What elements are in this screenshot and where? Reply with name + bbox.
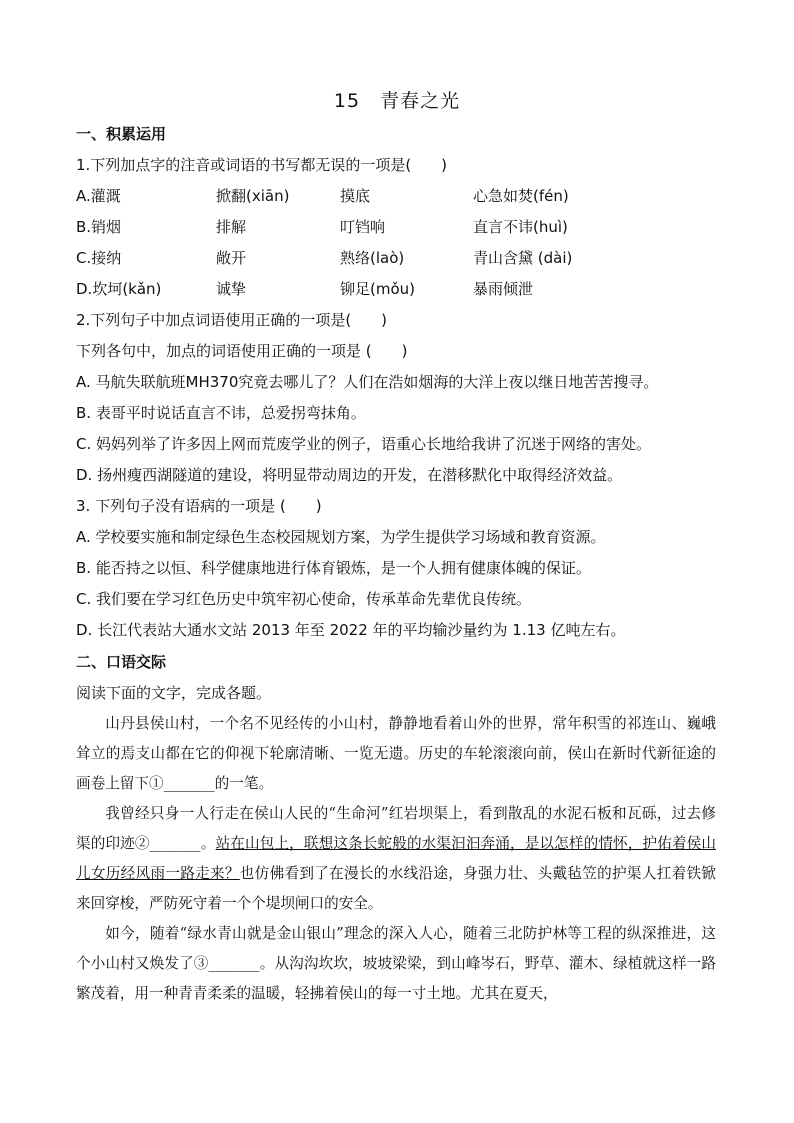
question-3-stem: 3. 下列句子没有语病的一项是 ( )	[76, 497, 322, 515]
q1-b-2: 排解	[216, 218, 247, 236]
p3-text-a: 如今，随着“绿水青山就是金山银山”理念的深入人心，随着三北防护林等工程的纵深推进，这个小山村又焕发了③	[76, 925, 716, 972]
q3-option-d: D. 长江代表站大通水文站 2013 年至 2022 年的平均输沙量约为 1.13 亿吨左右。	[76, 621, 626, 639]
p1-text-a: 山丹县侯山村，一个名不见经传的小山村，静静地看着山外的世界，常年积雪的祁连山、巍峨耸立的焉支山都在它的仰视下轮廓清晰、一览无遗。历史的车轮滚滚向前，侯山在新时代新征途的画卷上留下①	[76, 715, 716, 792]
q1-b-3: 叮铛响	[340, 218, 386, 236]
blank-2: _______	[149, 835, 201, 852]
p2-text-a: 我曾经只身一人行走在侯山人民的“生命河”红岩坝渠上，看到散乱的水泥石板和瓦砾，过去修渠的印迹②	[76, 805, 716, 852]
passage-paragraph-3	[76, 919, 716, 1009]
p1-text-b: 的一笔。	[214, 775, 274, 792]
q1-d-1: D.坎坷(kǎn)	[76, 280, 162, 298]
blank-1: _______	[163, 775, 215, 792]
q2-option-c: C. 妈妈列举了许多因上网而荒废学业的例子，语重心长地给我讲了沉迷于网络的害处。	[76, 435, 652, 453]
p2-text-c: 也仿佛看到了在漫长的水线沿途，身强力壮、头戴毡笠的护渠人扛着铁锨来回穿梭，严防死守着一个个堤坝闸口的安全。	[76, 865, 716, 912]
p2-text-b: 。	[200, 835, 216, 852]
question-1-stem: 1.下列加点字的注音或词语的书写都无误的一项是( )	[76, 156, 448, 174]
q1-a-1: A.灌溉	[76, 187, 121, 205]
q1-a-2: 掀翻(xiān)	[216, 187, 290, 205]
section-heading-2: 二、口语交际	[76, 653, 167, 671]
p3-text-b: 。从沟沟坎坎，坡坡梁梁，到山峰岑石，野草、灌木、绿植就这样一路繁茂着，用一种青青柔柔的温暖，轻拂着侯山的每一寸土地。尤其在夏天，	[76, 955, 716, 1002]
passage-paragraph-2	[76, 799, 716, 919]
q1-a-3: 摸底	[340, 187, 371, 205]
q1-c-3: 熟络(laò)	[340, 249, 405, 267]
q1-c-2: 敞开	[216, 249, 247, 267]
q1-c-1: C.接纳	[76, 249, 122, 267]
section-heading-1: 一、积累运用	[76, 125, 167, 143]
q3-option-b: B. 能否持之以恒、科学健康地进行体育锻炼，是一个人拥有健康体魄的保证。	[76, 559, 591, 577]
q2-option-d: D. 扬州瘦西湖隧道的建设，将明显带动周边的开发，在潜移默化中取得经济效益。	[76, 466, 623, 484]
q1-d-3: 铆足(mǒu)	[340, 280, 416, 298]
q2-option-a: A. 马航失联航班MH370究竟去哪儿了？人们在浩如烟海的大洋上夜以继日地苦苦搜寻。	[76, 373, 659, 391]
q1-b-1: B.销烟	[76, 218, 122, 236]
question-2-stem-alt: 下列各句中，加点的词语使用正确的一项是 ( )	[76, 342, 408, 360]
reading-passage	[76, 709, 716, 1009]
reading-instruction: 阅读下面的文字，完成各题。	[76, 684, 272, 702]
q1-b-4: 直言不讳(huì)	[473, 218, 568, 236]
passage-paragraph-1	[76, 709, 716, 799]
q3-option-c: C. 我们要在学习红色历史中筑牢初心使命，传承革命先辈优良传统。	[76, 590, 532, 608]
page-title: 15 青春之光	[333, 90, 461, 112]
q3-option-a: A. 学校要实施和制定绿色生态校园规划方案，为学生提供学习场域和教育资源。	[76, 528, 606, 546]
q1-d-2: 诚挚	[216, 280, 247, 298]
q2-option-b: B. 表哥平时说话直言不讳，总爱拐弯抹角。	[76, 404, 366, 422]
p2-underlined-sentence: 站在山包上，联想这条长蛇般的水渠汩汩奔涌，是以怎样的情怀，护佑着侯山儿女历经风雨一路走来？	[76, 835, 716, 882]
question-2-stem: 2.下列句子中加点词语使用正确的一项是( )	[76, 311, 388, 329]
q1-d-4: 暴雨倾泄	[473, 280, 534, 298]
q1-c-4: 青山含黛 (dài)	[473, 249, 573, 267]
blank-3: _______	[208, 955, 260, 972]
q1-a-4: 心急如焚(fén)	[473, 187, 569, 205]
